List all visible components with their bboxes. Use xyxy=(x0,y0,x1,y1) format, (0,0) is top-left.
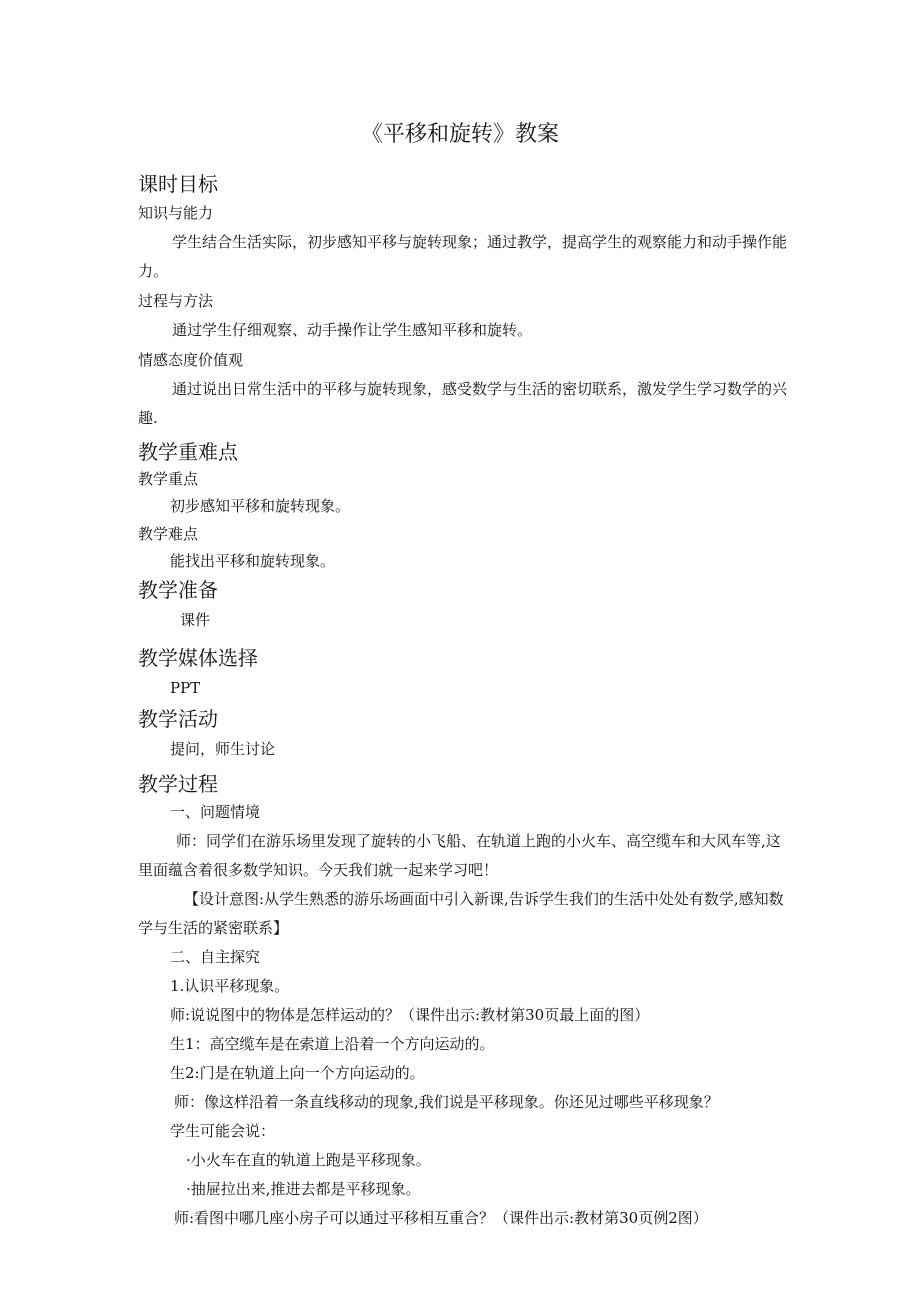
text-difficulty: 能找出平移和旋转现象。 xyxy=(170,552,336,570)
heading-goals: 课时目标 xyxy=(138,172,218,196)
text-knowledge: 学生结合生活实际，初步感知平移与旋转现象；通过教学，提高学生的观察能力和动手操作能力。 xyxy=(138,233,788,280)
process-line1: 师:说说图中的物体是怎样运动的？（课件出示:教材第30页最上面的图） xyxy=(170,1006,650,1024)
label-difficulty: 教学难点 xyxy=(138,525,199,543)
process-line6: 师:看图中哪几座小房子可以通过平移相互重合？（课件出示:教材第30页例2图） xyxy=(174,1209,708,1227)
text-process: 通过学生仔细观察、动手操作让学生感知平移和旋转。 xyxy=(172,321,533,339)
text-emotion: 通过说出日常生活中的平移与旋转现象，感受数学与生活的密切联系，激发学生学习数学的兴趣. xyxy=(138,380,788,427)
process-line4: 师：像这样沿着一条直线移动的现象,我们说是平移现象。你还见过哪些平移现象？ xyxy=(174,1093,719,1111)
label-process: 过程与方法 xyxy=(138,292,214,310)
section-media xyxy=(138,644,788,703)
process-part1-teacher: 师：同学们在游乐场里发现了旋转的小飞船、在轨道上跑的小火车、高空缆车和大风车等,这里面蕴含着很多数学知识。今天我们就一起来学习吧！ xyxy=(138,832,781,879)
text-prep: 课件 xyxy=(180,611,211,629)
page-title: 《平移和旋转》教案 xyxy=(360,122,559,147)
process-part1-design: 【设计意图:从学生熟悉的游乐场画面中引入新课,告诉学生我们的生活中处处有数学,感知数学与生活的紧密联系】 xyxy=(138,890,784,937)
text-media: PPT xyxy=(170,679,201,697)
process-part2-label: 二、自主探究 xyxy=(170,948,261,966)
process-bullet1: ·小火车在直的轨道上跑是平移现象。 xyxy=(186,1151,431,1169)
label-emotion: 情感态度价值观 xyxy=(138,351,244,369)
section-key-points xyxy=(138,438,788,576)
heading-activity: 教学活动 xyxy=(138,707,218,731)
process-line3: 生2:门是在轨道上向一个方向运动的。 xyxy=(170,1064,425,1082)
heading-process: 教学过程 xyxy=(138,772,218,796)
label-knowledge: 知识与能力 xyxy=(138,204,214,222)
section-goals xyxy=(138,170,788,433)
label-focus: 教学重点 xyxy=(138,470,199,488)
process-item1: 1.认识平移现象。 xyxy=(170,977,290,995)
heading-prep: 教学准备 xyxy=(138,578,218,602)
section-prep xyxy=(138,576,788,635)
heading-key-points: 教学重难点 xyxy=(138,440,238,464)
heading-media: 教学媒体选择 xyxy=(138,646,258,670)
process-bullet2: ·抽屉拉出来,推进去都是平移现象。 xyxy=(186,1180,421,1198)
text-focus: 初步感知平移和旋转现象。 xyxy=(170,497,351,515)
section-process xyxy=(138,770,788,1233)
process-line2: 生1：高空缆车是在索道上沿着一个方向运动的。 xyxy=(170,1035,495,1053)
process-line5: 学生可能会说： xyxy=(170,1122,276,1140)
process-part1-label: 一、问题情境 xyxy=(170,803,261,821)
section-activity xyxy=(138,705,788,764)
text-activity: 提问，师生讨论 xyxy=(170,740,276,758)
